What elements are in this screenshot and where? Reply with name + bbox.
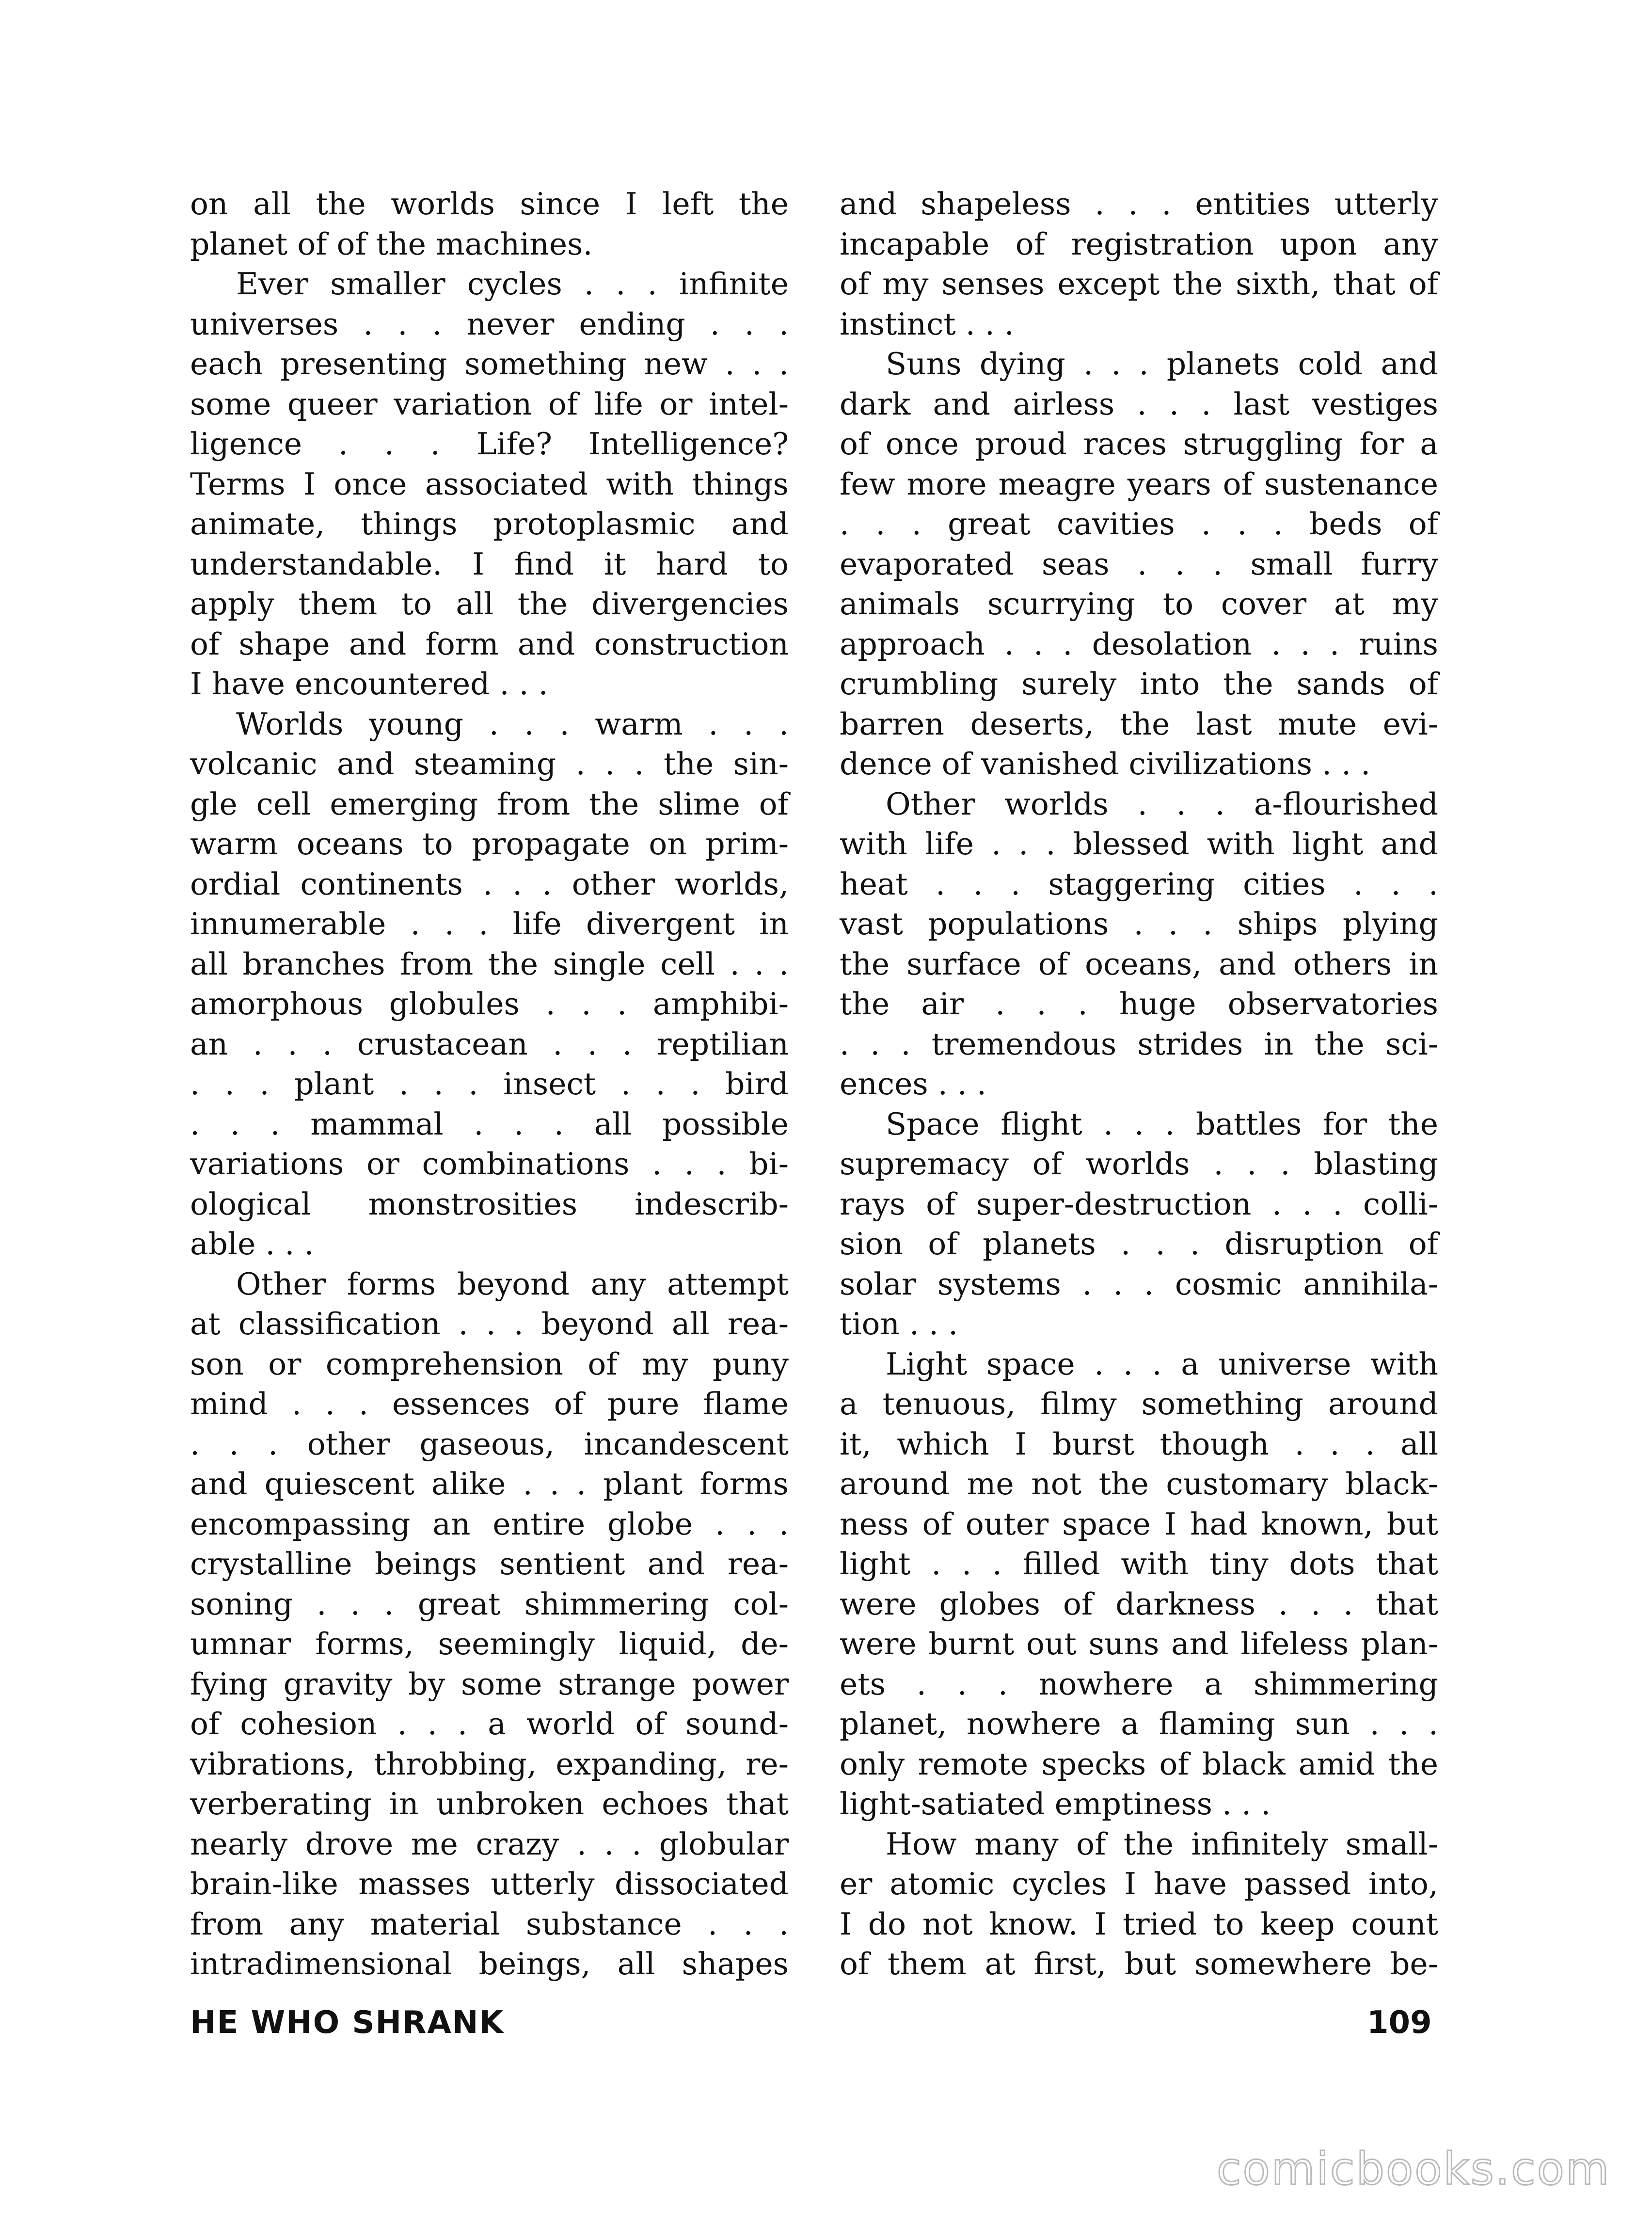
text-line: incapable of registration upon any — [840, 226, 1438, 262]
text-line: Worlds young . . . warm . . . — [236, 706, 789, 742]
text-line: ligence . . . Life? Intelligence? — [190, 426, 789, 462]
text-line: son or comprehension of my puny — [190, 1346, 789, 1382]
text-line: ences . . . — [840, 1066, 986, 1102]
text-line: understandable. I find it hard to — [190, 546, 789, 582]
text-line: of shape and form and construction — [190, 626, 789, 662]
text-line: ordial continents . . . other worlds, — [190, 866, 789, 902]
text-line: the air . . . huge observatories — [840, 986, 1438, 1022]
text-line: I have encountered . . . — [190, 666, 548, 702]
text-line: encompassing an entire globe . . . — [190, 1506, 789, 1542]
text-line: er atomic cycles I have passed into, — [840, 1866, 1438, 1902]
text-line: a tenuous, filmy something around — [840, 1386, 1438, 1422]
page-number: 109 — [1367, 2005, 1432, 2041]
text-line: able . . . — [190, 1226, 314, 1262]
text-line: amorphous globules . . . amphibi- — [190, 986, 789, 1022]
text-line: soning . . . great shimmering col- — [190, 1586, 789, 1622]
text-line: . . . mammal . . . all possible — [190, 1106, 789, 1142]
text-line: evaporated seas . . . small furry — [840, 546, 1438, 582]
text-line: vibrations, throbbing, expanding, re- — [190, 1746, 789, 1782]
text-line: heat . . . staggering cities . . . — [840, 866, 1438, 902]
text-line: rays of super-destruction . . . colli- — [840, 1186, 1438, 1222]
text-line: I do not know. I tried to keep count — [840, 1906, 1438, 1942]
text-line: verberating in unbroken echoes that — [190, 1786, 789, 1822]
text-line: fying gravity by some strange power — [190, 1666, 789, 1702]
text-line: all branches from the single cell . . . — [190, 946, 789, 982]
right-text-column — [840, 184, 1438, 1984]
text-line: with life . . . blessed with light and — [840, 826, 1438, 862]
watermark: comicbooks.com — [1217, 2143, 1611, 2195]
left-text-column — [190, 184, 789, 1984]
text-line: dence of vanished civilizations . . . — [840, 746, 1371, 782]
text-line: brain-like masses utterly dissociated — [190, 1866, 789, 1902]
text-line: only remote specks of black amid the — [840, 1746, 1438, 1782]
text-line: it, which I burst though . . . all — [840, 1426, 1438, 1462]
text-line: instinct . . . — [840, 306, 1014, 342]
text-line: approach . . . desolation . . . ruins — [840, 626, 1438, 662]
text-line: and shapeless . . . entities utterly — [840, 186, 1438, 222]
text-line: innumerable . . . life divergent in — [190, 906, 789, 942]
text-line: from any material substance . . . — [190, 1906, 789, 1942]
text-line: volcanic and steaming . . . the sin- — [190, 746, 789, 782]
text-line: Ever smaller cycles . . . infinite — [236, 266, 789, 302]
text-line: an . . . crustacean . . . reptilian — [190, 1026, 789, 1062]
text-line: light-satiated emptiness . . . — [840, 1786, 1271, 1822]
text-line: of them at first, but somewhere be- — [840, 1946, 1438, 1982]
text-line: How many of the infinitely small- — [886, 1826, 1438, 1862]
text-line: Other forms beyond any attempt — [236, 1266, 789, 1302]
text-line: universes . . . never ending . . . — [190, 306, 789, 342]
text-line: Suns dying . . . planets cold and — [886, 346, 1438, 382]
running-footer-title: HE WHO SHRANK — [190, 2005, 505, 2041]
text-line: supremacy of worlds . . . blasting — [840, 1146, 1438, 1182]
text-line: ological monstrosities indescrib- — [190, 1186, 789, 1222]
text-line: Space flight . . . battles for the — [886, 1106, 1438, 1142]
text-line: light . . . filled with tiny dots that — [840, 1546, 1438, 1582]
text-line: . . . plant . . . insect . . . bird — [190, 1066, 789, 1102]
text-line: the surface of oceans, and others in — [840, 946, 1438, 982]
text-line: of once proud races struggling for a — [840, 426, 1438, 462]
text-line: dark and airless . . . last vestiges — [840, 386, 1438, 422]
text-line: planet of of the machines. — [190, 226, 593, 262]
text-line: . . . tremendous strides in the sci- — [840, 1026, 1438, 1062]
text-line: ets . . . nowhere a shimmering — [840, 1666, 1438, 1702]
text-line: intradimensional beings, all shapes — [190, 1946, 789, 1982]
text-line: ness of outer space I had known, but — [840, 1506, 1438, 1542]
text-line: Terms I once associated with things — [190, 466, 789, 502]
text-line: apply them to all the divergencies — [190, 586, 789, 622]
text-line: gle cell emerging from the slime of — [190, 786, 789, 822]
text-line: and quiescent alike . . . plant forms — [190, 1466, 789, 1502]
text-line: few more meagre years of sustenance — [840, 466, 1438, 502]
text-line: of my senses except the sixth, that of — [840, 266, 1438, 302]
text-line: . . . great cavities . . . beds of — [840, 506, 1438, 542]
text-line: crystalline beings sentient and rea- — [190, 1546, 789, 1582]
text-line: Light space . . . a universe with — [886, 1346, 1438, 1382]
text-line: sion of planets . . . disruption of — [840, 1226, 1438, 1262]
text-line: crumbling surely into the sands of — [840, 666, 1438, 702]
text-line: warm oceans to propagate on prim- — [190, 826, 789, 862]
text-line: solar systems . . . cosmic annihila- — [840, 1266, 1438, 1302]
text-line: Other worlds . . . a-flourished — [886, 786, 1438, 822]
text-line: on all the worlds since I left the — [190, 186, 789, 222]
text-line: around me not the customary black- — [840, 1466, 1438, 1502]
text-line: were globes of darkness . . . that — [840, 1586, 1438, 1622]
text-line: variations or combinations . . . bi- — [190, 1146, 789, 1182]
text-line: vast populations . . . ships plying — [840, 906, 1438, 942]
text-line: tion . . . — [840, 1306, 958, 1342]
text-line: animate, things protoplasmic and — [190, 506, 789, 542]
text-line: planet, nowhere a flaming sun . . . — [840, 1706, 1438, 1742]
text-line: some queer variation of life or intel- — [190, 386, 789, 422]
text-line: each presenting something new . . . — [190, 346, 789, 382]
text-line: nearly drove me crazy . . . globular — [190, 1826, 789, 1862]
text-line: animals scurrying to cover at my — [840, 586, 1438, 622]
text-line: mind . . . essences of pure flame — [190, 1386, 789, 1422]
text-line: . . . other gaseous, incandescent — [190, 1426, 789, 1462]
text-line: of cohesion . . . a world of sound- — [190, 1706, 789, 1742]
text-line: at classification . . . beyond all rea- — [190, 1306, 789, 1342]
text-line: were burnt out suns and lifeless plan- — [840, 1626, 1438, 1662]
text-line: umnar forms, seemingly liquid, de- — [190, 1626, 789, 1662]
text-line: barren deserts, the last mute evi- — [840, 706, 1438, 742]
